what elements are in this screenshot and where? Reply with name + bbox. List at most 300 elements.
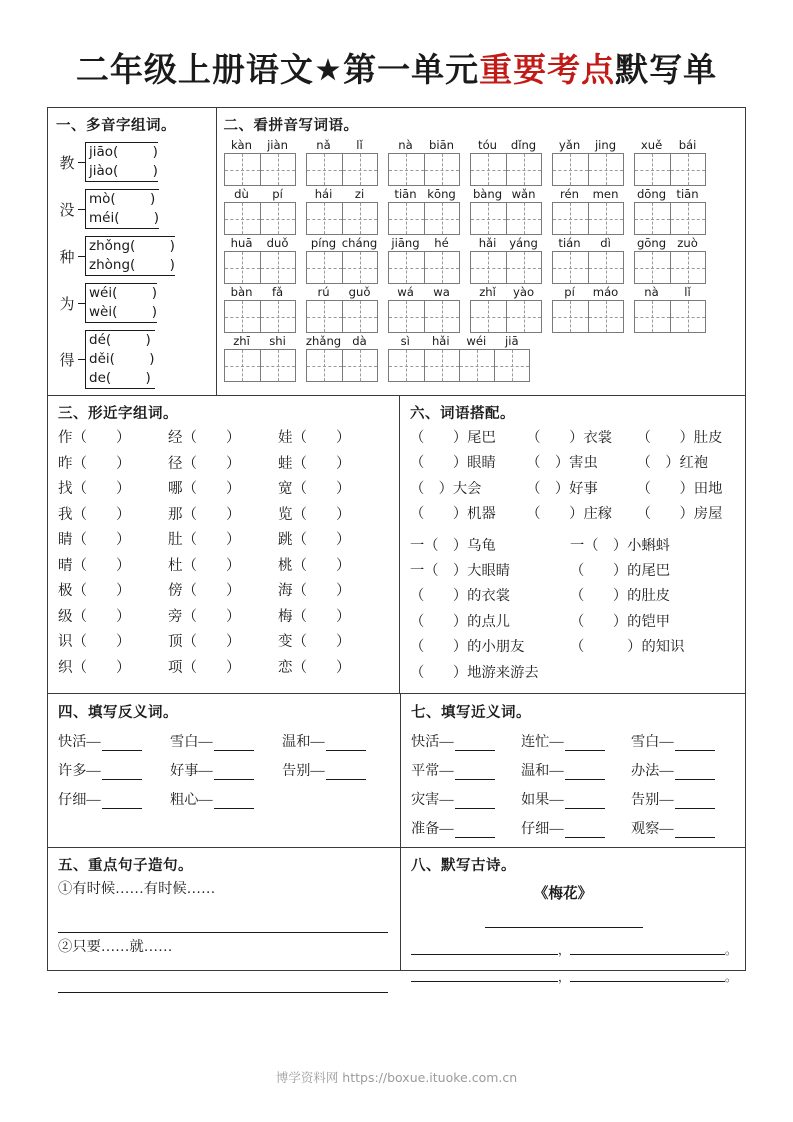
bracket-connector-icon — [78, 162, 85, 163]
pinyin-word — [388, 334, 530, 382]
collocation-item[interactable]: （ ）肚皮 — [636, 430, 723, 446]
answer-blank[interactable] — [214, 736, 254, 751]
pinyin-text — [634, 187, 706, 202]
pinyin-syllable: nà — [644, 285, 659, 299]
tianzige-grid[interactable] — [470, 202, 542, 235]
pinyin-text — [388, 334, 530, 349]
answer-blank[interactable] — [565, 823, 605, 838]
tianzige-cell[interactable] — [424, 252, 459, 283]
similar-char-item[interactable]: 经（ ） — [168, 430, 241, 446]
pinyin-syllable: wa — [433, 285, 450, 299]
answer-blank[interactable] — [455, 765, 495, 780]
pinyin-syllable: jing — [594, 138, 617, 152]
section-7-synonyms — [400, 694, 745, 847]
pinyin-word — [388, 285, 460, 333]
word-pair-row — [58, 760, 400, 780]
polyphone-reading[interactable]: mò( ) — [89, 191, 156, 207]
tianzige-cell[interactable] — [225, 252, 260, 283]
pinyin-syllable: cháng — [341, 236, 378, 250]
similar-char-item[interactable]: 级（ ） — [58, 608, 131, 625]
tianzige-cell[interactable] — [225, 350, 260, 381]
pinyin-syllable: jiàn — [267, 138, 288, 152]
tianzige-cell[interactable] — [342, 252, 377, 283]
answer-blank[interactable] — [570, 971, 725, 982]
word-pair-label: 粗心— — [170, 792, 213, 809]
tianzige-grid[interactable] — [224, 202, 296, 235]
answer-blank[interactable] — [102, 765, 142, 780]
similar-char-item[interactable]: 织（ ） — [58, 659, 131, 676]
tianzige-cell[interactable] — [389, 350, 424, 381]
section-4-antonyms — [48, 694, 400, 847]
tianzige-cell[interactable] — [588, 154, 623, 185]
pinyin-text — [388, 236, 460, 251]
answer-blank[interactable] — [326, 736, 366, 751]
tianzige-cell[interactable] — [389, 252, 424, 283]
pinyin-text — [552, 187, 624, 202]
polyphone-char: 为 — [59, 296, 75, 313]
pinyin-syllable: nà — [398, 138, 413, 152]
tianzige-grid[interactable] — [552, 300, 624, 333]
tianzige-grid[interactable] — [552, 153, 624, 186]
tianzige-cell[interactable] — [307, 252, 342, 283]
similar-char-item[interactable]: 睛（ ） — [58, 532, 131, 548]
pinyin-word — [470, 138, 542, 186]
pinyin-word — [306, 138, 378, 186]
collocation-item[interactable]: （ ）房屋 — [636, 506, 723, 523]
pinyin-word — [634, 285, 706, 333]
quantifier-item[interactable]: 一（ ）乌龟 — [410, 537, 496, 554]
quantifier-item[interactable]: （ ）地游来游去 — [410, 664, 539, 681]
similar-char-item[interactable]: 恋（ ） — [278, 659, 351, 676]
title-part2: 第一单元 — [343, 53, 480, 89]
polyphone-reading[interactable]: zhǒng( ) — [89, 238, 175, 254]
word-pair-item — [170, 789, 282, 809]
pinyin-syllable: lǐ — [684, 285, 691, 299]
tianzige-cell[interactable] — [424, 301, 459, 332]
answer-blank[interactable] — [58, 917, 388, 933]
tianzige-grid[interactable] — [388, 202, 460, 235]
tianzige-cell[interactable] — [225, 203, 260, 234]
tianzige-grid[interactable] — [306, 153, 378, 186]
collocation-item[interactable]: （ ）庄稼 — [526, 506, 613, 523]
tianzige-grid[interactable] — [306, 202, 378, 235]
similar-char-item[interactable]: 海（ ） — [278, 583, 351, 599]
answer-blank[interactable] — [570, 944, 725, 955]
similar-char-item[interactable]: 旁（ ） — [168, 608, 241, 625]
tianzige-cell[interactable] — [670, 203, 705, 234]
polyphone-reading[interactable]: jiāo( ) — [89, 144, 158, 160]
pinyin-syllable: sì — [400, 334, 410, 348]
similar-char-row — [58, 554, 399, 580]
pinyin-syllable: guǒ — [348, 285, 371, 299]
similar-char-row — [58, 630, 399, 656]
tianzige-cell[interactable] — [342, 154, 377, 185]
sentence-prompt: ②只要……就…… — [58, 939, 173, 956]
similar-char-item[interactable]: 那（ ） — [168, 506, 241, 523]
pinyin-word — [224, 187, 296, 235]
polyphone-reading[interactable]: wèi( ) — [89, 304, 157, 320]
polyphone-reading[interactable]: wéi( ) — [89, 285, 157, 301]
pinyin-syllable: hǎi — [431, 334, 450, 348]
quantifier-item[interactable]: （ ）的铠甲 — [570, 613, 671, 630]
tianzige-cell[interactable] — [424, 350, 459, 381]
tianzige-cell[interactable] — [342, 301, 377, 332]
pinyin-text — [306, 187, 378, 202]
answer-blank[interactable] — [326, 765, 366, 780]
tianzige-cell[interactable] — [389, 203, 424, 234]
pinyin-text — [388, 285, 460, 300]
word-pair-item — [58, 760, 170, 780]
similar-char-item[interactable]: 娃（ ） — [278, 430, 351, 446]
similar-char-item[interactable]: 梅（ ） — [278, 608, 351, 625]
collocation-item[interactable]: （ ）衣裳 — [526, 430, 613, 446]
pinyin-row — [224, 187, 745, 235]
similar-char-item[interactable]: 览（ ） — [278, 506, 351, 523]
quantifier-item[interactable]: （ ）的知识 — [570, 639, 685, 656]
section-6-heading: 六、词语搭配。 — [410, 406, 515, 422]
tianzige-cell[interactable] — [588, 301, 623, 332]
similar-char-item[interactable]: 杜（ ） — [168, 557, 241, 574]
quantifier-item[interactable]: 一（ ）大眼睛 — [410, 563, 511, 580]
tianzige-cell[interactable] — [635, 301, 670, 332]
word-pair-item — [411, 789, 521, 809]
polyphone-reading[interactable]: dé( ) — [89, 332, 151, 348]
similar-char-item[interactable]: 宽（ ） — [278, 481, 351, 497]
tianzige-cell[interactable] — [588, 252, 623, 283]
tianzige-cell[interactable] — [389, 301, 424, 332]
word-pair-label: 雪白— — [630, 734, 674, 751]
tianzige-cell[interactable] — [635, 203, 670, 234]
pinyin-row — [224, 285, 745, 333]
section-2-heading: 二、看拼音写词语。 — [223, 118, 359, 134]
answer-blank[interactable] — [455, 794, 495, 809]
pinyin-syllable: duǒ — [266, 236, 289, 250]
tianzige-cell[interactable] — [471, 301, 506, 332]
similar-char-item[interactable]: 径（ ） — [168, 455, 241, 472]
pinyin-syllable: jiāng — [391, 236, 420, 250]
word-pair-item — [58, 731, 170, 751]
answer-blank[interactable] — [411, 944, 558, 955]
pinyin-word — [634, 138, 706, 186]
answer-blank[interactable] — [485, 917, 643, 928]
polyphone-reading[interactable]: děi( ) — [89, 351, 155, 367]
word-pair-item — [282, 760, 394, 780]
tianzige-cell[interactable] — [553, 203, 588, 234]
tianzige-grid[interactable] — [634, 300, 706, 333]
polyphone-group — [56, 142, 216, 182]
word-pair-row — [411, 760, 745, 780]
answer-blank[interactable] — [455, 736, 495, 751]
tianzige-cell[interactable] — [471, 252, 506, 283]
pinyin-word — [470, 187, 542, 235]
collocation-row — [410, 502, 745, 527]
quantifier-item[interactable]: （ ）的小朋友 — [410, 639, 525, 656]
answer-blank[interactable] — [214, 794, 254, 809]
word-pair-item — [521, 731, 631, 751]
collocation-item[interactable]: （ ）害虫 — [526, 455, 598, 472]
section-5-sentences — [48, 848, 400, 970]
tianzige-grid[interactable] — [388, 251, 460, 284]
pinyin-word — [224, 334, 296, 382]
similar-char-item[interactable]: 桃（ ） — [278, 557, 351, 574]
answer-blank[interactable] — [102, 794, 142, 809]
tianzige-grid[interactable] — [224, 153, 296, 186]
polyphone-char: 得 — [59, 353, 75, 369]
poem-title: 《梅花》 — [533, 886, 593, 903]
answer-blank[interactable] — [455, 823, 495, 838]
tianzige-cell[interactable] — [506, 203, 541, 234]
quantifier-item[interactable]: （ ）的衣裳 — [410, 588, 511, 605]
tianzige-cell[interactable] — [424, 203, 459, 234]
polyphone-bracket — [85, 142, 158, 182]
pinyin-word — [388, 236, 460, 284]
tianzige-grid[interactable] — [634, 251, 706, 284]
pinyin-text — [470, 285, 542, 300]
title-part3: 默写单 — [615, 53, 718, 89]
tianzige-cell[interactable] — [553, 252, 588, 283]
word-pair-item — [282, 731, 394, 751]
tianzige-cell[interactable] — [553, 154, 588, 185]
collocation-item[interactable]: （ ）机器 — [410, 506, 496, 523]
tianzige-grid[interactable] — [224, 300, 296, 333]
section-4-heading: 四、填写反义词。 — [58, 705, 178, 722]
word-pair-label: 好事— — [170, 763, 213, 780]
similar-char-item[interactable]: 晴（ ） — [58, 557, 131, 574]
similar-char-item[interactable]: 肚（ ） — [168, 532, 241, 548]
tianzige-grid[interactable] — [306, 349, 378, 382]
pinyin-syllable: zuò — [677, 236, 698, 250]
tianzige-grid[interactable] — [306, 251, 378, 284]
similar-char-item[interactable]: 顶（ ） — [168, 634, 241, 650]
pinyin-syllable: bái — [678, 138, 697, 152]
pinyin-syllable: hé — [434, 236, 449, 250]
collocation-item[interactable]: （ ）田地 — [636, 480, 723, 497]
collocation-item[interactable]: （ ）好事 — [526, 480, 598, 497]
section-3-similar-chars — [48, 396, 399, 693]
word-pair-row — [58, 789, 400, 809]
section-5-heading: 五、重点句子造句。 — [58, 858, 193, 875]
tianzige-cell[interactable] — [506, 154, 541, 185]
polyphone-readings — [89, 331, 155, 388]
answer-blank[interactable] — [411, 971, 558, 982]
tianzige-grid[interactable] — [470, 251, 542, 284]
tianzige-grid[interactable] — [388, 349, 530, 382]
word-pair-row — [58, 731, 400, 751]
answer-blank[interactable] — [565, 736, 605, 751]
similar-char-item[interactable]: 傍（ ） — [168, 583, 241, 599]
polyphone-reading[interactable]: de( ) — [89, 370, 151, 386]
similar-char-row — [58, 503, 399, 529]
pinyin-syllable: fǎ — [271, 285, 284, 299]
similar-char-item[interactable]: 找（ ） — [58, 481, 131, 497]
polyphone-reading[interactable]: méi( ) — [89, 210, 160, 226]
word-pair-label: 温和— — [282, 734, 325, 751]
pinyin-syllable: wéi — [466, 334, 487, 348]
collocation-item[interactable]: （ ）红袍 — [636, 455, 709, 472]
tianzige-grid[interactable] — [552, 251, 624, 284]
worksheet-table — [47, 107, 746, 985]
word-pair-item — [631, 760, 741, 780]
answer-blank[interactable] — [565, 794, 605, 809]
tianzige-cell[interactable] — [307, 301, 342, 332]
answer-blank[interactable] — [675, 765, 715, 780]
polyphone-group — [56, 330, 216, 389]
pinyin-syllable: shi — [269, 334, 286, 348]
tianzige-cell[interactable] — [342, 203, 377, 234]
tianzige-cell[interactable] — [506, 252, 541, 283]
pinyin-syllable: hái — [314, 187, 333, 201]
tianzige-grid[interactable] — [552, 202, 624, 235]
tianzige-cell[interactable] — [635, 252, 670, 283]
tianzige-grid[interactable] — [388, 153, 460, 186]
tianzige-cell[interactable] — [307, 154, 342, 185]
pinyin-word — [552, 138, 624, 186]
similar-char-item[interactable]: 识（ ） — [58, 634, 131, 650]
word-pair-label: 雪白— — [170, 734, 213, 751]
collocation-row — [410, 477, 745, 502]
tianzige-cell[interactable] — [670, 301, 705, 332]
tianzige-cell[interactable] — [260, 203, 295, 234]
tianzige-cell[interactable] — [670, 252, 705, 283]
tianzige-cell[interactable] — [494, 350, 529, 381]
period-mark: 。 — [724, 970, 737, 985]
pinyin-word — [470, 285, 542, 333]
tianzige-cell[interactable] — [635, 154, 670, 185]
polyphone-reading[interactable]: jiào( ) — [89, 163, 158, 179]
pinyin-syllable: wǎn — [511, 187, 536, 201]
tianzige-cell[interactable] — [260, 252, 295, 283]
tianzige-cell[interactable] — [260, 301, 295, 332]
tianzige-grid[interactable] — [224, 251, 296, 284]
page-header — [0, 0, 793, 91]
similar-char-item[interactable]: 极（ ） — [58, 583, 131, 599]
similar-char-row — [58, 656, 399, 682]
similar-char-item[interactable]: 蛙（ ） — [278, 455, 351, 472]
answer-blank[interactable] — [675, 794, 715, 809]
pinyin-word — [634, 236, 706, 284]
pinyin-syllable: dà — [352, 334, 367, 348]
word-pair-item — [170, 731, 282, 751]
similar-char-item[interactable]: 哪（ ） — [168, 481, 241, 497]
polyphone-char: 没 — [59, 202, 75, 219]
bracket-connector-icon — [78, 303, 85, 304]
pinyin-row — [224, 334, 745, 382]
quantifier-item[interactable]: （ ）的肚皮 — [570, 588, 671, 605]
pinyin-text — [224, 236, 296, 251]
pinyin-syllable: dōng — [636, 187, 667, 201]
polyphone-char: 教 — [59, 155, 75, 172]
answer-blank[interactable] — [58, 977, 388, 993]
pinyin-text — [634, 285, 706, 300]
pinyin-text — [224, 285, 296, 300]
tianzige-cell[interactable] — [260, 350, 295, 381]
table-row — [48, 693, 745, 847]
pinyin-syllable: huā — [230, 236, 253, 250]
word-pair-item — [631, 789, 741, 809]
polyphone-reading[interactable]: zhòng( ) — [89, 257, 175, 273]
tianzige-grid[interactable] — [470, 153, 542, 186]
tianzige-cell[interactable] — [424, 154, 459, 185]
word-pair-label: 准备— — [410, 821, 454, 838]
similar-char-item[interactable]: 昨（ ） — [58, 455, 131, 472]
tianzige-cell[interactable] — [225, 301, 260, 332]
tianzige-grid[interactable] — [634, 153, 706, 186]
pinyin-text — [224, 334, 296, 349]
tianzige-cell[interactable] — [342, 350, 377, 381]
tianzige-cell[interactable] — [471, 203, 506, 234]
similar-char-row — [58, 528, 399, 554]
answer-blank[interactable] — [675, 736, 715, 751]
pinyin-word — [224, 285, 296, 333]
tianzige-cell[interactable] — [389, 154, 424, 185]
similar-char-item[interactable]: 作（ ） — [58, 430, 131, 446]
quantifier-row — [410, 559, 745, 584]
tianzige-grid[interactable] — [224, 349, 296, 382]
word-pair-item — [411, 760, 521, 780]
tianzige-grid[interactable] — [470, 300, 542, 333]
answer-blank[interactable] — [214, 765, 254, 780]
collocation-item[interactable]: （ ）大会 — [410, 480, 482, 497]
word-pair-item — [521, 760, 631, 780]
word-pair-item — [521, 789, 631, 809]
answer-blank[interactable] — [565, 765, 605, 780]
similar-char-item[interactable]: 变（ ） — [278, 634, 351, 650]
tianzige-cell[interactable] — [553, 301, 588, 332]
word-pair-row — [411, 731, 745, 751]
tianzige-cell[interactable] — [670, 154, 705, 185]
pinyin-syllable: dì — [600, 236, 611, 250]
bracket-connector-icon — [78, 359, 85, 360]
section-3-heading: 三、形近字组词。 — [58, 406, 178, 422]
tianzige-grid[interactable] — [388, 300, 460, 333]
word-pair-label: 如果— — [520, 792, 564, 809]
tianzige-cell[interactable] — [471, 154, 506, 185]
tianzige-grid[interactable] — [634, 202, 706, 235]
pinyin-word — [470, 236, 542, 284]
similar-char-item[interactable]: 项（ ） — [168, 659, 241, 676]
polyphone-readings — [89, 143, 158, 181]
similar-char-item[interactable]: 我（ ） — [58, 506, 131, 523]
tianzige-cell[interactable] — [307, 350, 342, 381]
pinyin-word — [224, 138, 296, 186]
answer-blank[interactable] — [102, 736, 142, 751]
polyphone-group — [56, 189, 216, 229]
tianzige-cell[interactable] — [225, 154, 260, 185]
quantifier-item[interactable]: 一（ ）小蝌蚪 — [570, 537, 671, 554]
pinyin-text — [306, 138, 378, 153]
pinyin-text — [470, 236, 542, 251]
collocation-item[interactable]: （ ）尾巴 — [410, 430, 496, 446]
pinyin-word — [634, 187, 706, 235]
polyphone-group — [56, 283, 216, 323]
quantifier-item[interactable]: （ ）的点儿 — [410, 613, 511, 630]
tianzige-cell[interactable] — [307, 203, 342, 234]
tianzige-cell[interactable] — [459, 350, 494, 381]
tianzige-cell[interactable] — [506, 301, 541, 332]
tianzige-cell[interactable] — [588, 203, 623, 234]
tianzige-grid[interactable] — [306, 300, 378, 333]
pinyin-syllable: hǎi — [478, 236, 497, 250]
answer-blank[interactable] — [675, 823, 715, 838]
pinyin-word — [552, 236, 624, 284]
collocation-item[interactable]: （ ）眼睛 — [410, 455, 496, 472]
quantifier-item[interactable]: （ ）的尾巴 — [570, 563, 671, 580]
similar-char-item[interactable]: 跳（ ） — [278, 532, 351, 548]
poem-blank-row — [411, 970, 745, 985]
pinyin-text — [306, 285, 378, 300]
tianzige-cell[interactable] — [260, 154, 295, 185]
word-pair-item — [631, 818, 741, 838]
